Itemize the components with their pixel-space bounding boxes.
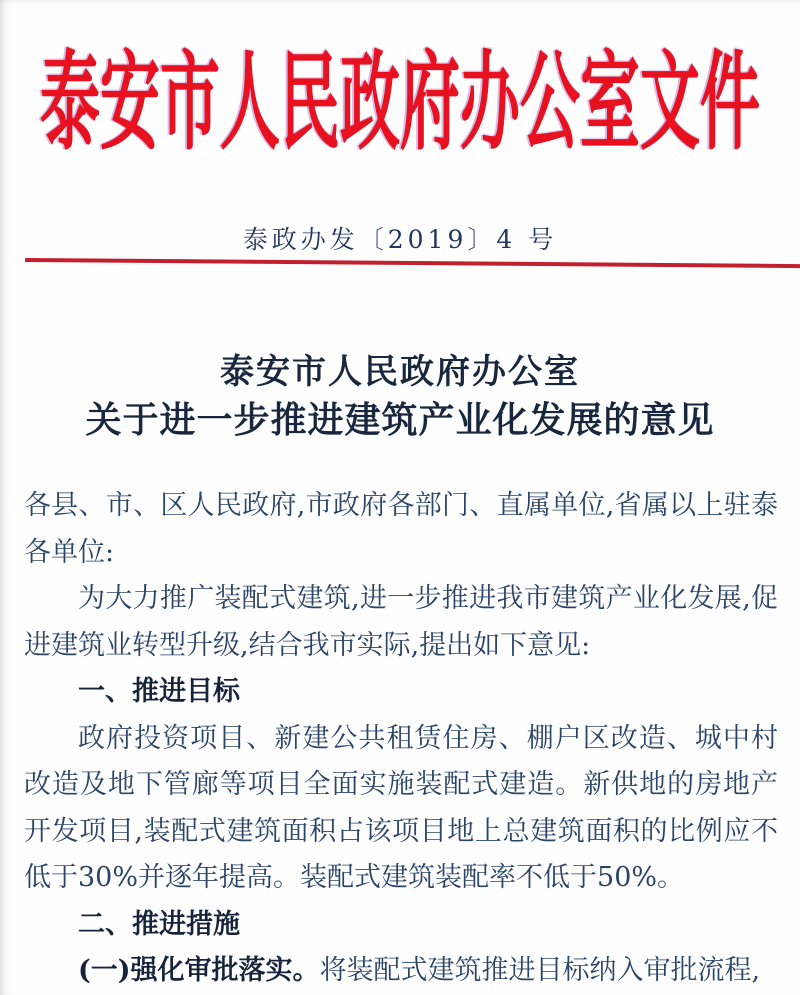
title-line-1: 泰安市人民政府办公室	[220, 352, 580, 392]
section-1-heading: 一、推进目标	[78, 676, 240, 707]
doc-number: 泰政办发〔2019〕4 号	[242, 225, 558, 254]
measure-1-label: (一)强化审批落实。	[78, 955, 320, 986]
title-line-2: 关于进一步推进建筑产业化发展的意见	[85, 399, 715, 441]
red-divider-rule	[25, 258, 800, 268]
intro-paragraph: 为大力推广装配式建筑,进一步推进我市建筑产业化发展,促进建筑业转型升级,结合我市实际,提出如下意见:	[24, 583, 778, 661]
section-2-heading: 二、推进措施	[78, 908, 240, 940]
document-header-banner: 泰安市人民政府办公室文件	[40, 41, 760, 166]
measure-1-paragraph	[24, 948, 778, 995]
measure-1-text: 将装配式建筑推进目标纳入审批流程,	[319, 955, 761, 986]
salutation: 各县、市、区人民政府,市政府各部门、直属单位,省属以上驻泰各单位:	[24, 490, 778, 568]
document-title	[0, 349, 800, 445]
document-body	[24, 483, 778, 995]
section-1-paragraph: 政府投资项目、新建公共租赁住房、棚户区改造、城中村改造及地下管廊等项目全面实施装配式建造。新供地的房地产开发项目,装配式建筑面积占该项目地上总建筑面积的比例应不低于30%并逐年提高。装配式建筑装配率不低于50%。	[24, 722, 778, 893]
